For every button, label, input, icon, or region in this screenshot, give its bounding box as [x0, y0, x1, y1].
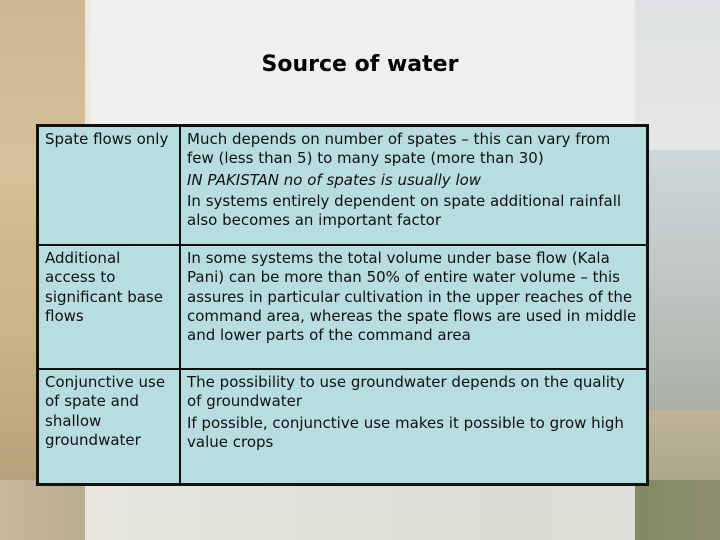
table-cell-line: IN PAKISTAN no of spates is usually low — [187, 170, 482, 189]
table-row-content — [181, 246, 646, 370]
table-row-label: Additional access to significant base flows — [39, 246, 181, 370]
table-cell-line: In some systems the total volume under base flow (Kala Pani) can be more than 50% of entire water volume – this assures in particular cultivation in the upper reaches of the command area, whereas the spate flows are used in middle and lower parts of the command area — [187, 249, 637, 345]
table-cell-line: The possibility to use groundwater depends on the quality of groundwater — [187, 373, 625, 411]
table-cell-line: Much depends on number of spates – this can vary from few (less than 5) to many spate (more than 30) — [187, 130, 611, 168]
water-source-table — [36, 124, 649, 486]
table-cell-line: In systems entirely dependent on spate additional rainfall also becomes an important factor — [187, 191, 622, 230]
slide-title: Source of water — [261, 52, 459, 77]
table-row-label: Spate flows only — [39, 127, 181, 246]
table-row-label: Conjunctive use of spate and shallow groundwater — [39, 370, 181, 483]
table-row-content — [181, 370, 646, 483]
table-row-content — [181, 127, 646, 246]
table-cell-line: If possible, conjunctive use makes it possible to grow high value crops — [187, 413, 624, 451]
